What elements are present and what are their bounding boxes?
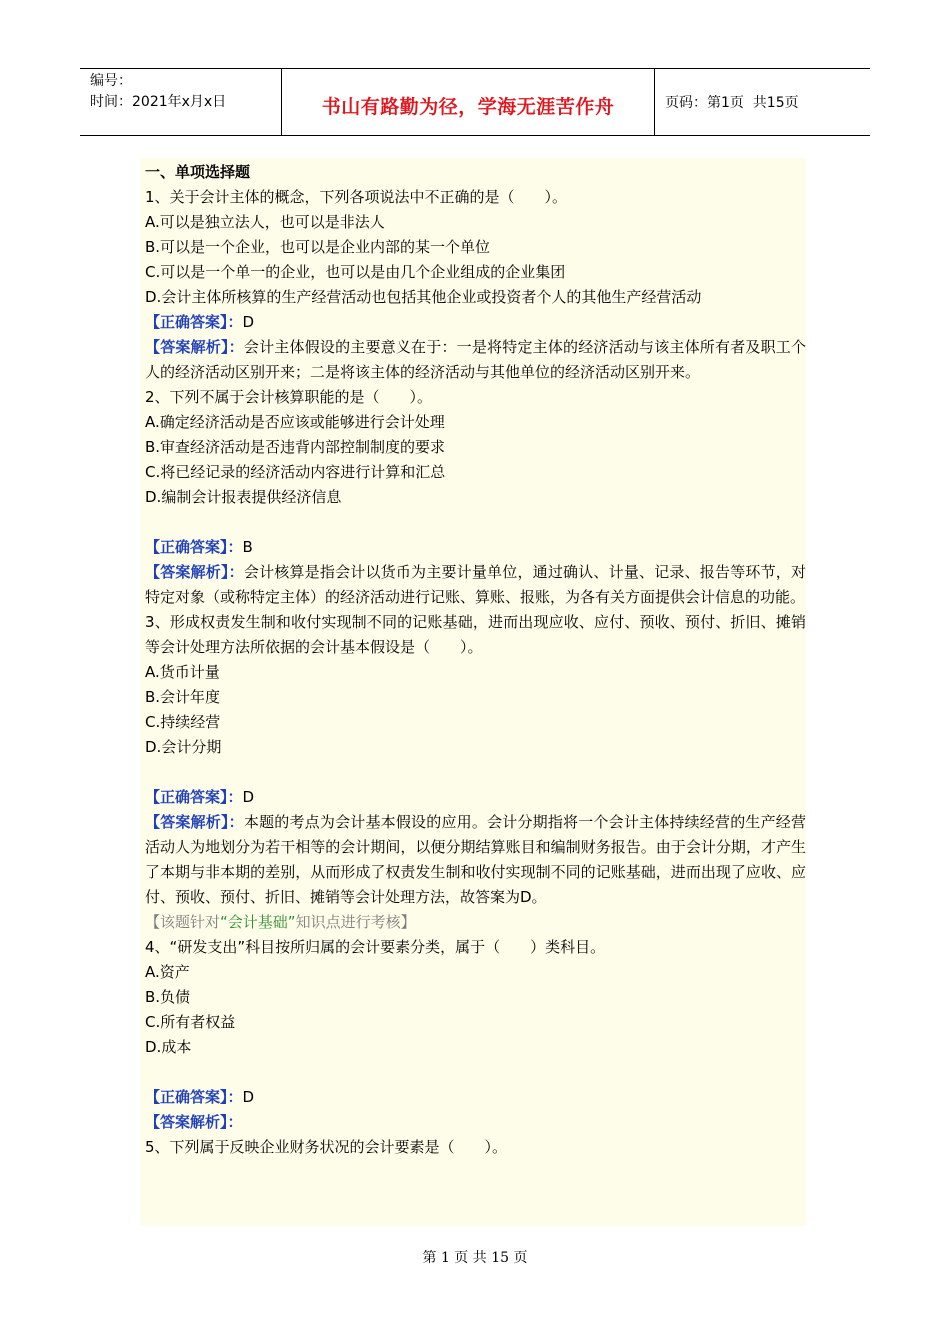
answer-value: B bbox=[242, 538, 253, 556]
answer-value: D bbox=[242, 788, 255, 806]
note-topic: “会计基础” bbox=[220, 913, 296, 931]
header-motto-cell bbox=[282, 69, 655, 135]
question-2-stem: 2、下列不属于会计核算职能的是（ ）。 bbox=[145, 388, 433, 406]
question-2-option-d: D.编制会计报表提供经济信息 bbox=[145, 488, 342, 506]
question-2-answer bbox=[145, 535, 806, 560]
blank-line bbox=[145, 760, 806, 785]
answer-label: 【正确答案】： bbox=[145, 313, 243, 331]
question-3-topic-note bbox=[145, 910, 806, 935]
section-title: 一、单项选择题 bbox=[145, 163, 251, 181]
question-4-stem: 4、“研发支出”科目按所归属的会计要素分类，属于（ ）类科目。 bbox=[145, 938, 606, 956]
page-footer: 第 1 页 共 15 页 bbox=[422, 1250, 528, 1266]
question-content bbox=[140, 158, 806, 1226]
note-prefix: 【该题针对 bbox=[145, 913, 221, 931]
header-page-cell bbox=[655, 69, 870, 135]
question-1-option-a: A.可以是独立法人，也可以是非法人 bbox=[145, 213, 385, 231]
analysis-label: 【答案解析】： bbox=[145, 813, 244, 831]
analysis-label: 【答案解析】： bbox=[145, 1113, 243, 1131]
document-header bbox=[80, 68, 870, 136]
question-4-analysis bbox=[145, 1110, 806, 1135]
answer-label: 【正确答案】： bbox=[145, 538, 243, 556]
header-meta bbox=[80, 69, 282, 135]
question-3-stem: 3、形成权责发生制和收付实现制不同的记账基础，进而出现应收、应付、预收、预付、折旧、摊销等会计处理方法所依据的会计基本假设是（ ）。 bbox=[145, 613, 806, 656]
question-1-answer bbox=[145, 310, 806, 335]
answer-label: 【正确答案】： bbox=[145, 1088, 243, 1106]
question-3-option-d: D.会计分期 bbox=[145, 738, 222, 756]
motto: 书山有路勤为径，学海无涯苦作舟 bbox=[321, 95, 615, 118]
analysis-label: 【答案解析】： bbox=[145, 563, 244, 581]
answer-value: D bbox=[242, 1088, 255, 1106]
question-3-option-a: A.货币计量 bbox=[145, 663, 220, 681]
answer-label: 【正确答案】： bbox=[145, 788, 243, 806]
answer-value: D bbox=[242, 313, 255, 331]
question-1-analysis bbox=[145, 335, 806, 385]
question-2-analysis bbox=[145, 560, 806, 610]
page-code: 页码：第1页 共15页 bbox=[665, 95, 799, 111]
analysis-text: 本题的考点为会计基本假设的应用。会计分期指将一个会计主体持续经营的生产经营活动人为地划分为若干相等的会计期间，以便分期结算账目和编制财务报告。由于会计分期，才产生了本期与非本期的差别，从而形成了权责发生制和收付实现制不同的记账基础，进而出现了应收、应付、预收、预付、折旧、摊销等会计处理方法，故答案为D。 bbox=[145, 813, 806, 906]
question-5-stem: 5、下列属于反映企业财务状况的会计要素是（ ）。 bbox=[145, 1138, 508, 1156]
blank-line bbox=[145, 510, 806, 535]
blank-line bbox=[145, 1060, 806, 1085]
question-2-option-b: B.审查经济活动是否违背内部控制制度的要求 bbox=[145, 438, 446, 456]
question-4-option-b: B.负债 bbox=[145, 988, 191, 1006]
question-4-answer bbox=[145, 1085, 806, 1110]
question-2-option-c: C.将已经记录的经济活动内容进行计算和汇总 bbox=[145, 463, 446, 481]
question-4-option-d: D.成本 bbox=[145, 1038, 192, 1056]
question-3-option-c: C.持续经营 bbox=[145, 713, 221, 731]
question-3-answer bbox=[145, 785, 806, 810]
question-1-option-c: C.可以是一个单一的企业，也可以是由几个企业组成的企业集团 bbox=[145, 263, 566, 281]
question-3-option-b: B.会计年度 bbox=[145, 688, 221, 706]
question-1-option-b: B.可以是一个企业，也可以是企业内部的某一个单位 bbox=[145, 238, 491, 256]
question-2-option-a: A.确定经济活动是否应该或能够进行会计处理 bbox=[145, 413, 445, 431]
question-3-analysis bbox=[145, 810, 806, 910]
question-1-stem: 1、关于会计主体的概念，下列各项说法中不正确的是（ ）。 bbox=[145, 188, 568, 206]
time-label: 时间：2021年x月x日 bbox=[90, 94, 227, 110]
question-4-option-a: A.资产 bbox=[145, 963, 190, 981]
number-label: 编号： bbox=[90, 73, 132, 89]
note-suffix: 知识点进行考核】 bbox=[295, 913, 416, 931]
question-4-option-c: C.所有者权益 bbox=[145, 1013, 236, 1031]
analysis-text: 会计主体假设的主要意义在于：一是将特定主体的经济活动与该主体所有者及职工个人的经济活动区别开来；二是将该主体的经济活动与其他单位的经济活动区别开来。 bbox=[145, 338, 806, 381]
question-1-option-d: D.会计主体所核算的生产经营活动也包括其他企业或投资者个人的其他生产经营活动 bbox=[145, 288, 702, 306]
analysis-text: 会计核算是指会计以货币为主要计量单位，通过确认、计量、记录、报告等环节，对特定对象（或称特定主体）的经济活动进行记账、算账、报账，为各有关方面提供会计信息的功能。 bbox=[145, 563, 806, 606]
analysis-label: 【答案解析】： bbox=[145, 338, 244, 356]
